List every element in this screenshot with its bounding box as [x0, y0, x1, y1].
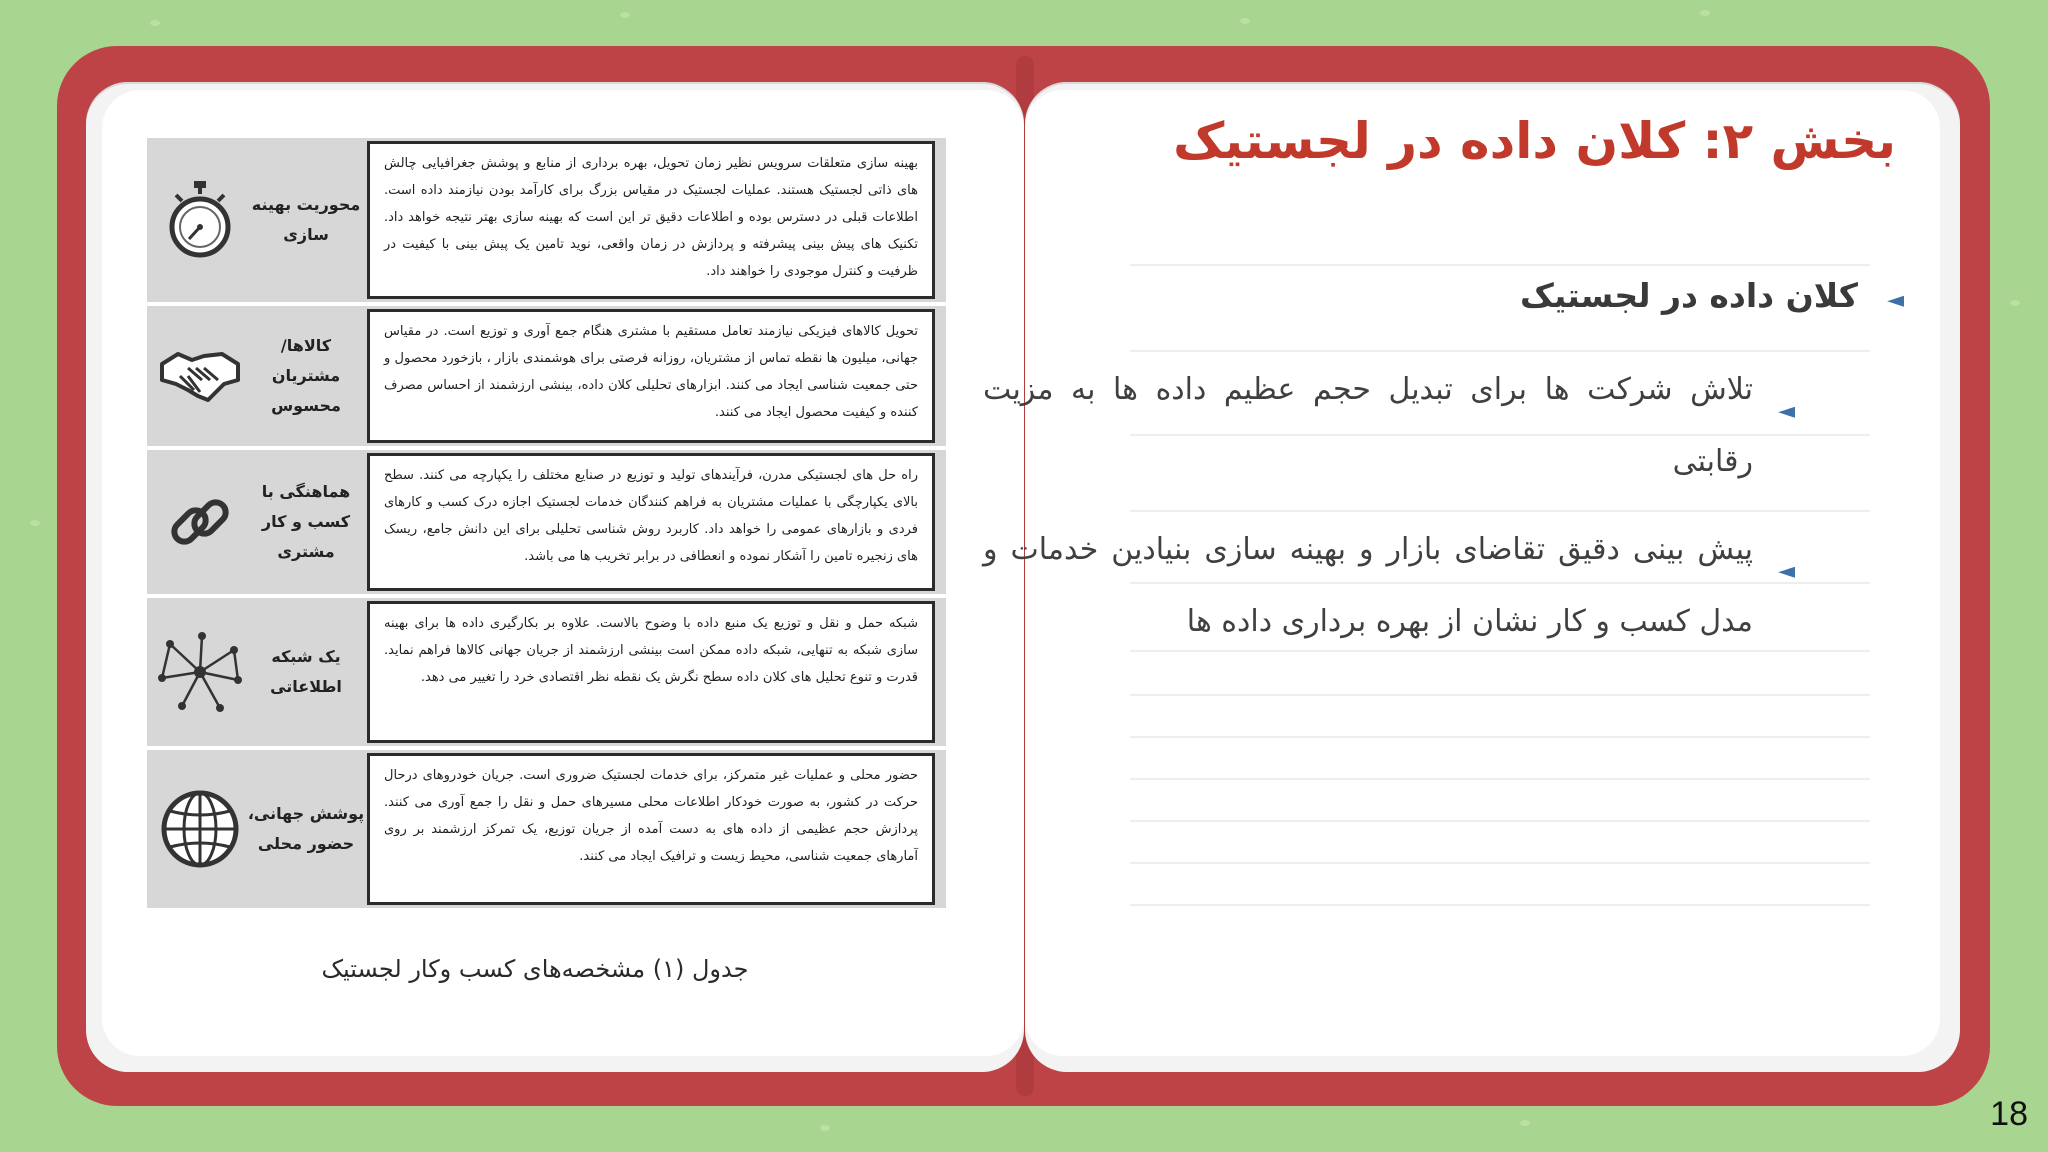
- ruled-line: [1130, 264, 1870, 266]
- ruled-line: [1130, 820, 1870, 822]
- row-label: هماهنگی با کسب و کار مشتری: [261, 482, 351, 561]
- row-description: حضور محلی و عملیات غیر متمرکز، برای خدمات لجستیک ضروری است. جریان خودروهای درحال حرکت در کشور، به صورت خودکار اطلاعات محلی مسیرهای حمل و نقل را جمع آوری می کنند. پردازش حجم عظیمی از داده های به دست آمده از جریان توزیع، یک تمرکز ارزشمند بر روی آمارهای جمعیت شناسی، محیط زیست و ترافیک ایجاد می کنند.: [367, 753, 935, 905]
- row-label: پوشش جهانی، حضور محلی: [247, 804, 365, 853]
- triangle-bullet-icon: ◄: [1887, 288, 1904, 313]
- chain-link-icon: [155, 450, 245, 594]
- table-row: [147, 450, 946, 594]
- row-label: کالاها/ مشتریان محسوس: [271, 336, 341, 415]
- triangle-bullet-icon: ◄: [1778, 559, 1795, 584]
- ruled-line: [1130, 510, 1870, 512]
- handshake-icon: [155, 306, 245, 446]
- row-label: یک شبکه اطلاعاتی: [270, 647, 342, 696]
- bullet-text: تلاش شرکت ها برای تبدیل حجم عظیم داده ها به مزیت رقابتی: [983, 372, 1753, 479]
- row-description: تحویل کالاهای فیزیکی نیازمند تعامل مستقیم با مشتری هنگام جمع آوری و توزیع است. در مقیاس جهانی، میلیون ها نقطه تماس از مشتریان، روزانه فرصتی برای هوشمندی بازار ، بازخورد محصول و حتی جمعیت شناسی ایجاد می کنند. ابزارهای تحلیلی کلان داده، بینشی ارزشمند از احساس مصرف کننده و کیفیت محصول ایجاد می کنند.: [367, 309, 935, 443]
- bullet-level2: [983, 514, 1795, 658]
- background-speck: [1240, 18, 1250, 24]
- row-label: محوریت بهینه سازی: [251, 195, 361, 244]
- background-speck: [1700, 10, 1710, 16]
- row-description: بهینه سازی متعلقات سرویس نظیر زمان تحویل، بهره برداری از منابع و پوشش جغرافیایی چالش های ذاتی لجستیک هستند. عملیات لجستیک در مقیاس بزرگ برای کارآمد بودن نیازمند داده است. اطلاعات قبلی در دسترس بوده و اطلاعات دقیق تر این است که بهینه سازی بهتر نتیجه خواهد داد. تکنیک های پیش بینی پیشرفته و پردازش در زمان واقعی، نوید تامین یک پیش بینی با کیفیت در ظرفیت و کنترل موجودی را خواهند داد.: [367, 141, 935, 299]
- triangle-bullet-icon: ◄: [1778, 399, 1795, 424]
- background-speck: [30, 520, 40, 526]
- stopwatch-icon: [155, 138, 245, 302]
- slide-title: بخش ۲: کلان داده در لجستیک: [1173, 112, 1896, 170]
- ruled-line: [1130, 694, 1870, 696]
- table-row: [147, 306, 946, 446]
- page-number: 18: [1990, 1095, 2028, 1133]
- background-speck: [620, 12, 630, 18]
- background-speck: [820, 1125, 830, 1131]
- row-description: شبکه حمل و نقل و توزیع یک منبع داده با وضوح بالاست. علاوه بر بکارگیری داده ها برای بهینه سازی شبکه به تنهایی، شبکه داده ممکن است بینشی ارزشمند از جریان جهانی کالاها فراهم نماید. قدرت و تنوع تحلیل های کلان داده سطح نگرش یک نقطه نظر اقتصادی خرد را تغییر می دهد.: [367, 601, 935, 743]
- row-description: راه حل های لجستیکی مدرن، فرآیندهای تولید و توزیع در صنایع مختلف را یکپارچه می کنند. سطح بالای یکپارچگی با عملیات مشتریان به فراهم کنندگان خدمات لجستیک اجازه درک کسب و کارهای فردی و بازارهای عمومی را خواهد داد. کاربرد روش شناسی تحلیلی برای این دانش جامع، ریسک های زنجیره تامین را آشکار نموده و انعطافی در برابر تخریب ها می باشد.: [367, 453, 935, 591]
- ruled-line: [1130, 778, 1870, 780]
- bullet-text: پیش بینی دقیق تقاضای بازار و بهینه سازی بنیادین خدمات و مدل کسب و کار نشان از بهره برداری داده ها: [983, 532, 1753, 639]
- table-row: [147, 138, 946, 302]
- background-speck: [2010, 300, 2020, 306]
- ruled-line: [1130, 736, 1870, 738]
- ruled-line: [1130, 862, 1870, 864]
- table-row: [147, 598, 946, 746]
- bullet-level1: [1158, 276, 1904, 315]
- ruled-line: [1130, 350, 1870, 352]
- table-row: [147, 750, 946, 908]
- bullet-level2: [983, 354, 1795, 498]
- ruled-line: [1130, 904, 1870, 906]
- background-speck: [150, 20, 160, 26]
- network-icon: [155, 598, 245, 746]
- logistics-features-table: [147, 138, 946, 908]
- background-speck: [1520, 1120, 1530, 1126]
- bullet-text: کلان داده در لجستیک: [1520, 276, 1858, 315]
- table-caption: جدول (۱) مشخصه‌های کسب وکار لجستیک: [321, 955, 749, 983]
- globe-icon: [155, 750, 245, 908]
